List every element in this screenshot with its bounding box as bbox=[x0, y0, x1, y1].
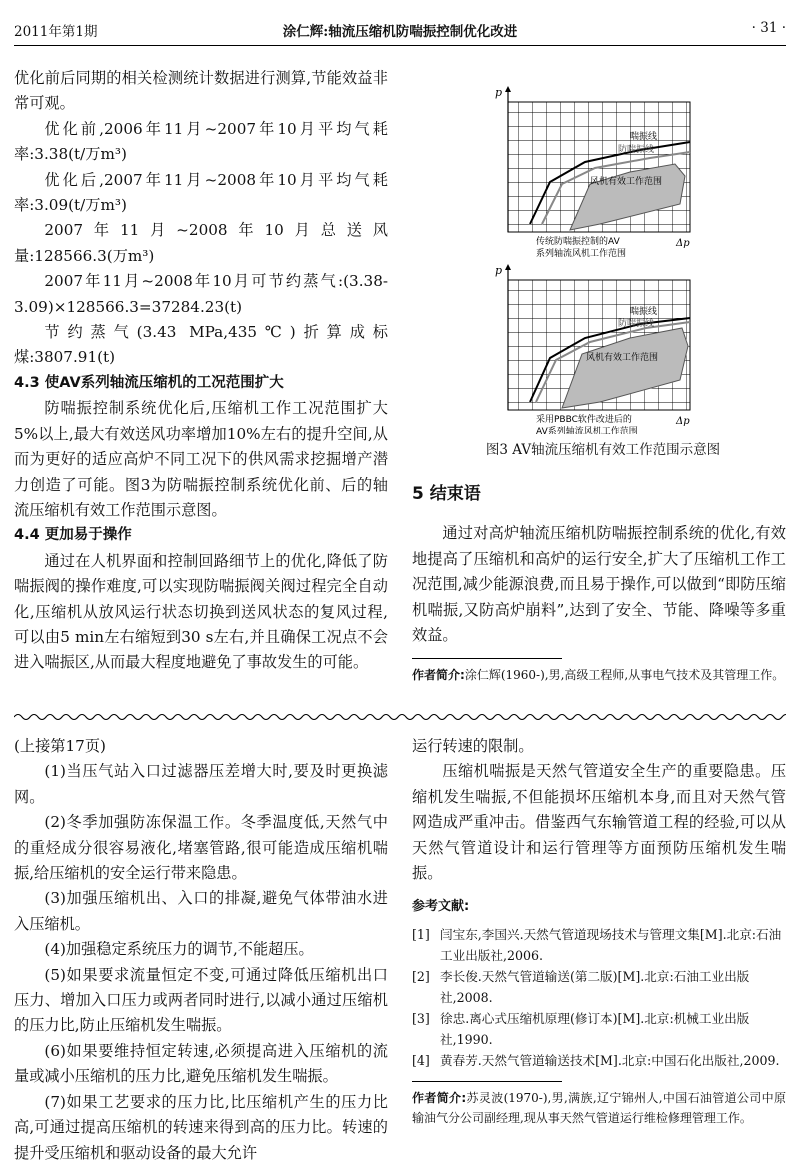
list-item: (4)加强稳定系统压力的调节,不能超压。 bbox=[44, 940, 314, 959]
list-item: (1)当压气站入口过滤器压差增大时,要及时更换滤网。 bbox=[14, 762, 388, 806]
chart-before bbox=[495, 86, 690, 259]
references-list bbox=[412, 924, 786, 1071]
surge-line-label: 喘振线 bbox=[630, 132, 658, 142]
issue-label: 2011年第1期 bbox=[14, 24, 98, 40]
subcaption: 采用PBBC软件改进后的 bbox=[536, 415, 632, 425]
paragraph: 防喘振控制系统优化后,压缩机工作工况范围扩大5%以上,最大有效送风功率增加10%左右的提升空间,从而为更好的适应高炉不同工况下的供风需求挖掘增产潜力创造了可能。图3为防喘振控制系统优化前、后的轴流压缩机有效工作范围示意图。 bbox=[14, 399, 388, 519]
page-number: · 31 · bbox=[751, 20, 786, 36]
left-column-bottom bbox=[14, 734, 388, 1166]
x-axis-label: Δp bbox=[676, 416, 690, 427]
paragraph: 2007年11月~2008年10月可节约蒸气:(3.38-3.09)×128566.3=37284.23(t) bbox=[14, 272, 388, 316]
list-item: (7)如果工艺要求的压力比,比压缩机产生的压力比高,可通过提高压缩机的转速来得到高的压力比。转速的提升受压缩机和驱动设备的最大允许 bbox=[14, 1092, 388, 1162]
author-bio bbox=[412, 665, 786, 685]
list-item: (5)如果要求流量恒定不变,可通过降低压缩机出口压力、增加入口压力或两者同时进行,以减小通过压缩机的压力比,防止压缩机发生喘振。 bbox=[14, 965, 388, 1035]
references-heading: 参考文献: bbox=[412, 899, 470, 915]
subcaption: 系列轴流风机工作范围 bbox=[536, 249, 627, 259]
continuation-note: (上接第17页) bbox=[14, 737, 106, 755]
paragraph: 压缩机喘振是天然气管道安全生产的重要隐患。压缩机发生喘振,不但能损坏压缩机本身,而且对天然气管网造成严重冲击。借鉴西气东输管道工程的经验,可以从天然气管道设计和运行管理等方面预防压缩机发生喘振。 bbox=[412, 762, 786, 883]
running-title: 涂仁辉:轴流压缩机防喘振控制优化改进 bbox=[282, 24, 518, 40]
figure-svg bbox=[490, 84, 710, 434]
list-item: (3)加强压缩机出、入口的排凝,避免气体带油水进入压缩机。 bbox=[14, 889, 388, 933]
region-label: 风机有效工作范围 bbox=[586, 353, 659, 363]
subcaption: AV系列轴流风机工作范围 bbox=[536, 427, 638, 434]
list-item: (6)如果要维持恒定转速,必须提高进入压缩机的流量或减小压缩机的压力比,避免压缩机发生喘振。 bbox=[14, 1041, 388, 1086]
figure-3 bbox=[490, 84, 700, 438]
bio-text: 苏灵波(1970-),男,满族,辽宁锦州人,中国石油管道公司中原输油气分公司副经理,现从事天然气管道运行维检修理管理工作。 bbox=[412, 1090, 786, 1125]
paragraph: 运行转速的限制。 bbox=[412, 737, 534, 755]
antisurge-line-label: 防喘振线 bbox=[618, 145, 655, 155]
header-rule bbox=[14, 45, 786, 46]
footnote-rule bbox=[412, 1081, 562, 1082]
paragraph: 节约蒸气(3.43 MPa,435℃)折算成标煤:3807.91(t) bbox=[14, 323, 388, 367]
reference-item bbox=[412, 924, 786, 966]
paragraph: 优化后,2007年11月~2008年10月平均气耗率:3.09(t/万m³) bbox=[14, 170, 388, 215]
region-label: 风机有效工作范围 bbox=[590, 177, 663, 187]
reference-number: [4] bbox=[412, 1052, 430, 1068]
subcaption: 传统防喘振控制的AV bbox=[536, 237, 620, 247]
list-item: (2)冬季加强防冻保温工作。冬季温度低,天然气中的重烃成分很容易液化,堵塞管路,很可能造成压缩机喘振,给压缩机的安全运行带来隐患。 bbox=[14, 813, 388, 883]
reference-number: [2] bbox=[412, 968, 430, 984]
reference-item bbox=[412, 966, 786, 1008]
reference-number: [1] bbox=[412, 926, 430, 942]
author-bio bbox=[412, 1088, 786, 1128]
section-heading: 4.4 更加易于操作 bbox=[14, 527, 132, 544]
chart-after bbox=[495, 264, 690, 434]
right-column-top bbox=[412, 474, 786, 685]
figure-caption: 图3 AV轴流压缩机有效工作范围示意图 bbox=[485, 442, 721, 458]
paragraph: 优化前,2006年11月~2007年10月平均气耗率:3.38(t/万m³) bbox=[14, 119, 388, 164]
right-column-bottom bbox=[412, 734, 786, 1128]
y-axis-label: p bbox=[495, 86, 503, 99]
y-axis-label: p bbox=[495, 264, 503, 277]
section-heading: 5 结束语 bbox=[412, 484, 481, 504]
reference-item bbox=[412, 1050, 786, 1071]
paragraph: 通过对高炉轴流压缩机防喘振控制系统的优化,有效地提高了压缩机和高炉的运行安全,扩大了压缩机工作工况范围,减少能源浪费,而且易于操作,可以做到“即防压缩机喘振,又防高炉崩料”,达到了安全、节能、降噪等多重效益。 bbox=[412, 524, 786, 645]
reference-number: [3] bbox=[412, 1010, 430, 1026]
paragraph: 通过在人机界面和控制回路细节上的优化,降低了防喘振阀的操作难度,可以实现防喘振阀关阀过程完全自动化,压缩机从放风运行状态切换到送风状态的复风过程,可以由5 min左右缩短到30 s左右,并且确保工况点不会进入喘振区,从而最大程度地避免了事故发生的可能。 bbox=[14, 551, 388, 672]
antisurge-line-label: 防喘振线 bbox=[618, 319, 655, 329]
section-heading: 4.3 使AV系列轴流压缩机的工况范围扩大 bbox=[14, 374, 284, 391]
reference-item bbox=[412, 1008, 786, 1050]
page-header bbox=[14, 14, 786, 42]
bio-label: 作者简介: bbox=[412, 668, 465, 683]
paragraph: 2007年11月~2008年10月总送风量:128566.3(万m³) bbox=[14, 221, 388, 265]
surge-line-label: 喘振线 bbox=[630, 307, 658, 317]
bio-text: 涂仁辉(1960-),男,高级工程师,从事电气技术及其管理工作。 bbox=[464, 668, 785, 683]
wavy-divider bbox=[14, 712, 786, 722]
reference-text: 黄春芳.天然气管道输送技术[M].北京:中国石化出版社,2009. bbox=[440, 1052, 780, 1068]
paragraph: 优化前后同期的相关检测统计数据进行测算,节能效益非常可观。 bbox=[14, 69, 388, 113]
x-axis-label: Δp bbox=[676, 238, 690, 249]
footnote-rule bbox=[412, 658, 562, 659]
reference-text: 徐忠.离心式压缩机原理(修订本)[M].北京:机械工业出版社,1990. bbox=[440, 1010, 750, 1047]
left-column-top bbox=[14, 66, 388, 676]
reference-text: 李长俊.天然气管道输送(第二版)[M].北京:石油工业出版社,2008. bbox=[440, 968, 750, 1005]
bio-label: 作者简介: bbox=[412, 1090, 467, 1105]
reference-text: 闫宝东,李国兴.天然气管道现场技术与管理文集[M].北京:石油工业出版社,2006. bbox=[440, 926, 782, 963]
